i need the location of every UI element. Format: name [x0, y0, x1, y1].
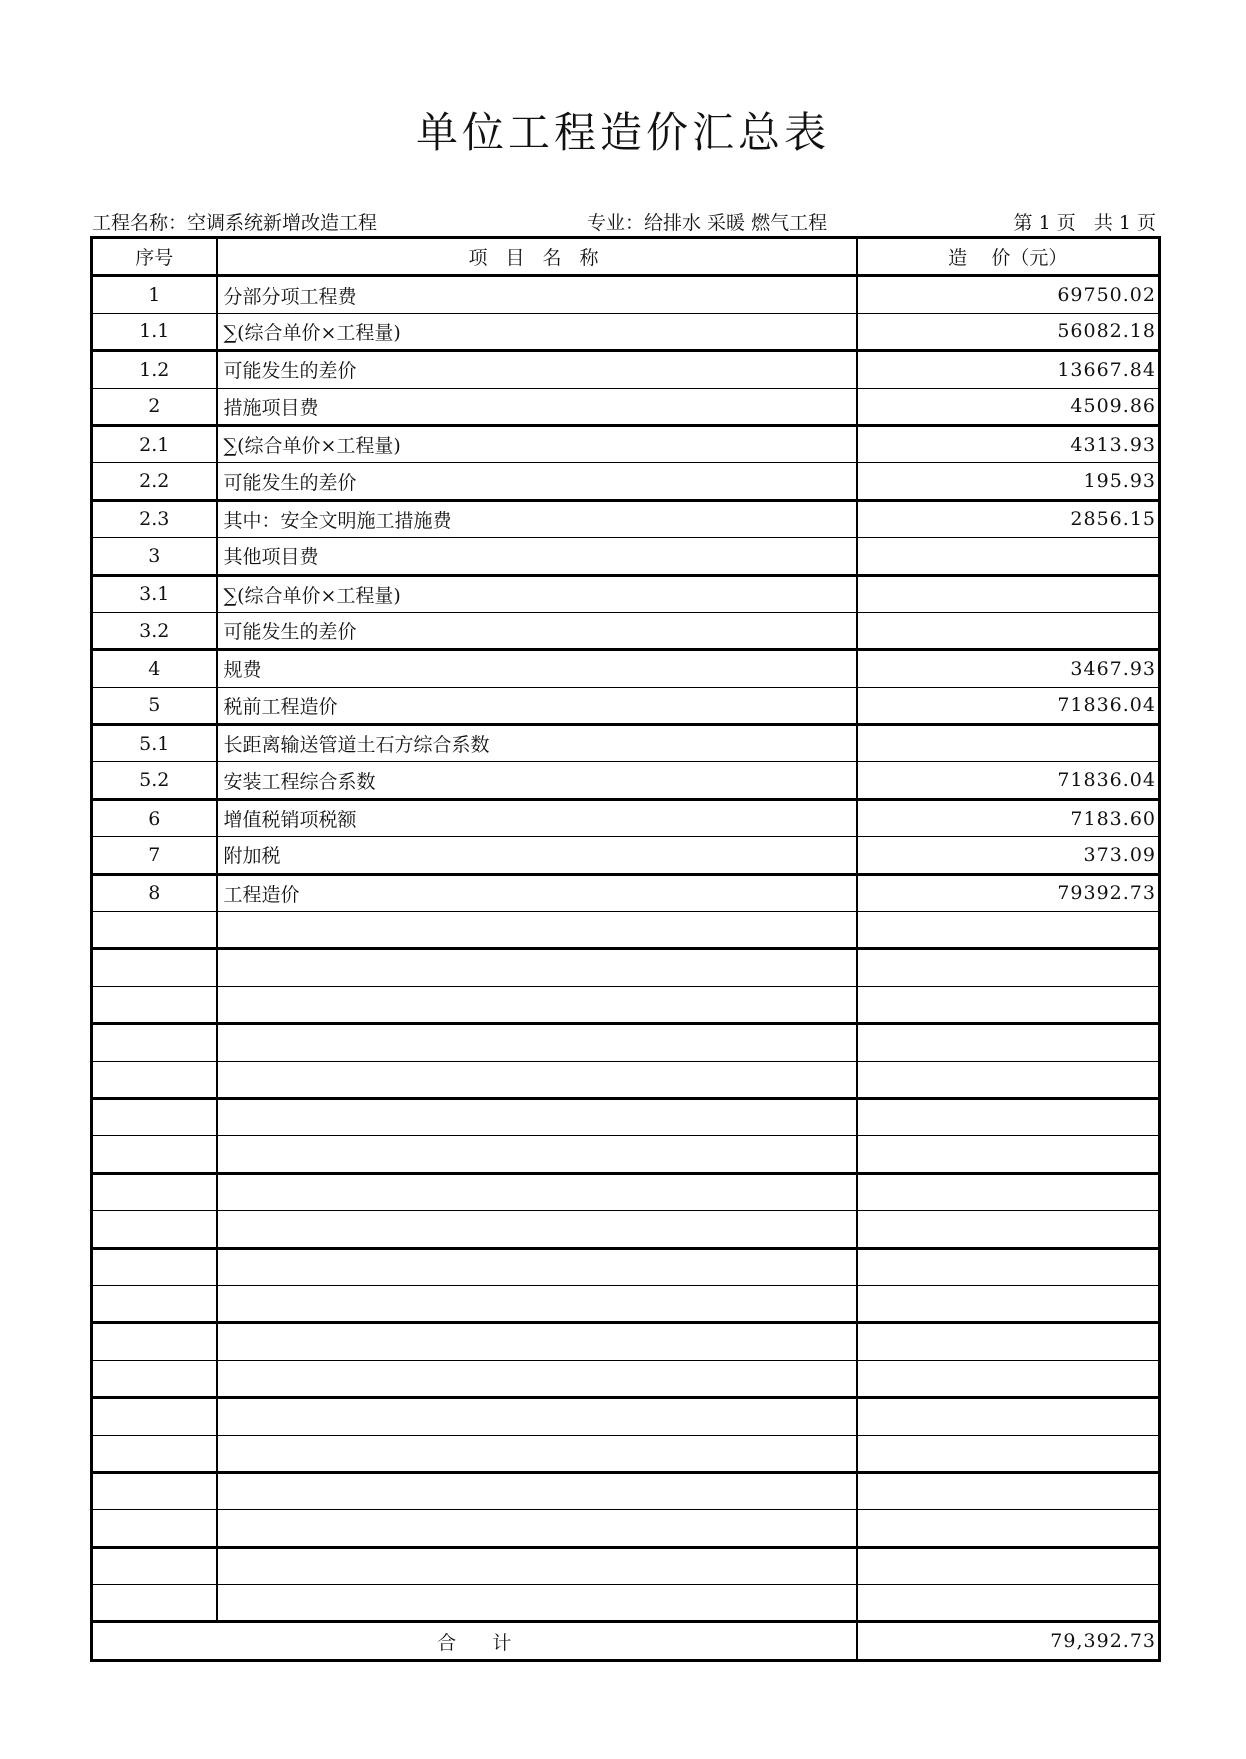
blank-seq-cell — [92, 986, 217, 1023]
row-cost: 195.93 — [857, 463, 1160, 500]
blank-cost-cell — [857, 1472, 1160, 1509]
blank-seq-cell — [92, 1510, 217, 1547]
blank-cost-cell — [857, 1360, 1160, 1397]
blank-seq-cell — [92, 912, 217, 949]
row-item-name: ∑(综合单价×工程量) — [217, 313, 857, 350]
table-row — [92, 799, 1160, 836]
table-row — [92, 276, 1160, 313]
blank-row — [92, 1323, 1160, 1360]
blank-row — [92, 1547, 1160, 1584]
blank-name-cell — [217, 912, 857, 949]
row-cost — [857, 612, 1160, 649]
row-cost — [857, 725, 1160, 762]
row-item-name: 可能发生的差价 — [217, 463, 857, 500]
blank-seq-cell — [92, 1136, 217, 1173]
blank-row — [92, 1510, 1160, 1547]
row-cost: 4313.93 — [857, 425, 1160, 462]
row-cost: 71836.04 — [857, 687, 1160, 724]
row-item-name: 长距离输送管道土石方综合系数 — [217, 725, 857, 762]
total-label: 合 计 — [92, 1622, 857, 1661]
blank-name-cell — [217, 1248, 857, 1285]
table-row — [92, 351, 1160, 388]
row-cost: 69750.02 — [857, 276, 1160, 313]
blank-seq-cell — [92, 949, 217, 986]
blank-cost-cell — [857, 1285, 1160, 1322]
header-cost: 造 价（元） — [857, 238, 1160, 276]
blank-cost-cell — [857, 1211, 1160, 1248]
blank-name-cell — [217, 1435, 857, 1472]
blank-row — [92, 1136, 1160, 1173]
table-row — [92, 874, 1160, 911]
project-name: 工程名称：空调系统新增改造工程 — [92, 212, 378, 234]
row-seq: 3 — [92, 538, 217, 575]
specialty: 专业：给排水 采暖 燃气工程 — [587, 212, 828, 234]
row-seq: 1 — [92, 276, 217, 313]
blank-name-cell — [217, 1472, 857, 1509]
blank-cost-cell — [857, 1398, 1160, 1435]
blank-cost-cell — [857, 912, 1160, 949]
blank-row — [92, 1248, 1160, 1285]
blank-row — [92, 1435, 1160, 1472]
blank-seq-cell — [92, 1398, 217, 1435]
table-row — [92, 388, 1160, 425]
blank-cost-cell — [857, 1547, 1160, 1584]
row-item-name: ∑(综合单价×工程量) — [217, 425, 857, 462]
blank-name-cell — [217, 1547, 857, 1584]
blank-cost-cell — [857, 1510, 1160, 1547]
blank-name-cell — [217, 1285, 857, 1322]
table-row — [92, 500, 1160, 537]
row-cost: 373.09 — [857, 837, 1160, 874]
blank-seq-cell — [92, 1435, 217, 1472]
row-item-name: 工程造价 — [217, 874, 857, 911]
blank-row — [92, 1173, 1160, 1210]
row-item-name: 增值税销项税额 — [217, 799, 857, 836]
row-seq: 5 — [92, 687, 217, 724]
row-seq: 2 — [92, 388, 217, 425]
row-seq: 2.1 — [92, 425, 217, 462]
blank-cost-cell — [857, 1435, 1160, 1472]
blank-name-cell — [217, 1173, 857, 1210]
blank-row — [92, 1098, 1160, 1135]
cost-summary-table — [90, 236, 1161, 1662]
row-item-name: 安装工程综合系数 — [217, 762, 857, 799]
row-seq: 1.2 — [92, 351, 217, 388]
row-seq: 8 — [92, 874, 217, 911]
blank-cost-cell — [857, 1248, 1160, 1285]
blank-seq-cell — [92, 1211, 217, 1248]
table-row — [92, 650, 1160, 687]
row-item-name: 其他项目费 — [217, 538, 857, 575]
blank-cost-cell — [857, 1585, 1160, 1622]
row-cost: 3467.93 — [857, 650, 1160, 687]
total-row — [92, 1622, 1160, 1661]
blank-seq-cell — [92, 1061, 217, 1098]
blank-row — [92, 1585, 1160, 1622]
blank-row — [92, 912, 1160, 949]
blank-name-cell — [217, 1510, 857, 1547]
blank-cost-cell — [857, 1173, 1160, 1210]
blank-row — [92, 986, 1160, 1023]
table-row — [92, 612, 1160, 649]
blank-name-cell — [217, 1323, 857, 1360]
blank-cost-cell — [857, 986, 1160, 1023]
header-seq: 序号 — [92, 238, 217, 276]
blank-row — [92, 1024, 1160, 1061]
blank-name-cell — [217, 1098, 857, 1135]
table-header-row — [92, 238, 1160, 276]
blank-row — [92, 1360, 1160, 1397]
row-item-name: 可能发生的差价 — [217, 351, 857, 388]
blank-seq-cell — [92, 1547, 217, 1584]
row-cost: 56082.18 — [857, 313, 1160, 350]
row-item-name: 税前工程造价 — [217, 687, 857, 724]
row-seq: 3.2 — [92, 612, 217, 649]
row-seq: 2.3 — [92, 500, 217, 537]
row-seq: 6 — [92, 799, 217, 836]
page-title: 单位工程造价汇总表 — [415, 108, 830, 157]
row-seq: 4 — [92, 650, 217, 687]
row-item-name: 附加税 — [217, 837, 857, 874]
blank-row — [92, 1472, 1160, 1509]
row-cost: 79392.73 — [857, 874, 1160, 911]
blank-seq-cell — [92, 1323, 217, 1360]
row-seq: 7 — [92, 837, 217, 874]
blank-name-cell — [217, 1211, 857, 1248]
row-cost: 7183.60 — [857, 799, 1160, 836]
row-item-name: 措施项目费 — [217, 388, 857, 425]
blank-row — [92, 1285, 1160, 1322]
blank-seq-cell — [92, 1173, 217, 1210]
blank-name-cell — [217, 986, 857, 1023]
row-seq: 3.1 — [92, 575, 217, 612]
row-item-name: 可能发生的差价 — [217, 612, 857, 649]
blank-seq-cell — [92, 1360, 217, 1397]
blank-cost-cell — [857, 1024, 1160, 1061]
blank-row — [92, 1211, 1160, 1248]
row-seq: 1.1 — [92, 313, 217, 350]
blank-cost-cell — [857, 1098, 1160, 1135]
blank-name-cell — [217, 949, 857, 986]
blank-seq-cell — [92, 1248, 217, 1285]
table-row — [92, 538, 1160, 575]
blank-seq-cell — [92, 1098, 217, 1135]
table-row — [92, 575, 1160, 612]
blank-cost-cell — [857, 949, 1160, 986]
table-row — [92, 837, 1160, 874]
row-cost: 4509.86 — [857, 388, 1160, 425]
row-seq: 5.2 — [92, 762, 217, 799]
page-info: 第 1 页 共 1 页 — [1013, 212, 1156, 234]
blank-name-cell — [217, 1398, 857, 1435]
blank-row — [92, 1398, 1160, 1435]
blank-seq-cell — [92, 1585, 217, 1622]
row-cost: 71836.04 — [857, 762, 1160, 799]
blank-name-cell — [217, 1024, 857, 1061]
row-item-name: 分部分项工程费 — [217, 276, 857, 313]
blank-cost-cell — [857, 1061, 1160, 1098]
blank-row — [92, 949, 1160, 986]
table-row — [92, 725, 1160, 762]
row-item-name: 其中：安全文明施工措施费 — [217, 500, 857, 537]
blank-name-cell — [217, 1585, 857, 1622]
blank-seq-cell — [92, 1472, 217, 1509]
blank-cost-cell — [857, 1323, 1160, 1360]
row-cost — [857, 575, 1160, 612]
header-item-name: 项 目 名 称 — [217, 238, 857, 276]
row-cost — [857, 538, 1160, 575]
blank-seq-cell — [92, 1285, 217, 1322]
row-seq: 2.2 — [92, 463, 217, 500]
table-row — [92, 463, 1160, 500]
table-row — [92, 687, 1160, 724]
blank-cost-cell — [857, 1136, 1160, 1173]
blank-name-cell — [217, 1136, 857, 1173]
blank-name-cell — [217, 1360, 857, 1397]
row-seq: 5.1 — [92, 725, 217, 762]
row-cost: 13667.84 — [857, 351, 1160, 388]
blank-row — [92, 1061, 1160, 1098]
row-item-name: 规费 — [217, 650, 857, 687]
table-row — [92, 762, 1160, 799]
table-row — [92, 313, 1160, 350]
blank-seq-cell — [92, 1024, 217, 1061]
blank-name-cell — [217, 1061, 857, 1098]
table-row — [92, 425, 1160, 462]
row-item-name: ∑(综合单价×工程量) — [217, 575, 857, 612]
total-value: 79,392.73 — [857, 1622, 1160, 1661]
row-cost: 2856.15 — [857, 500, 1160, 537]
